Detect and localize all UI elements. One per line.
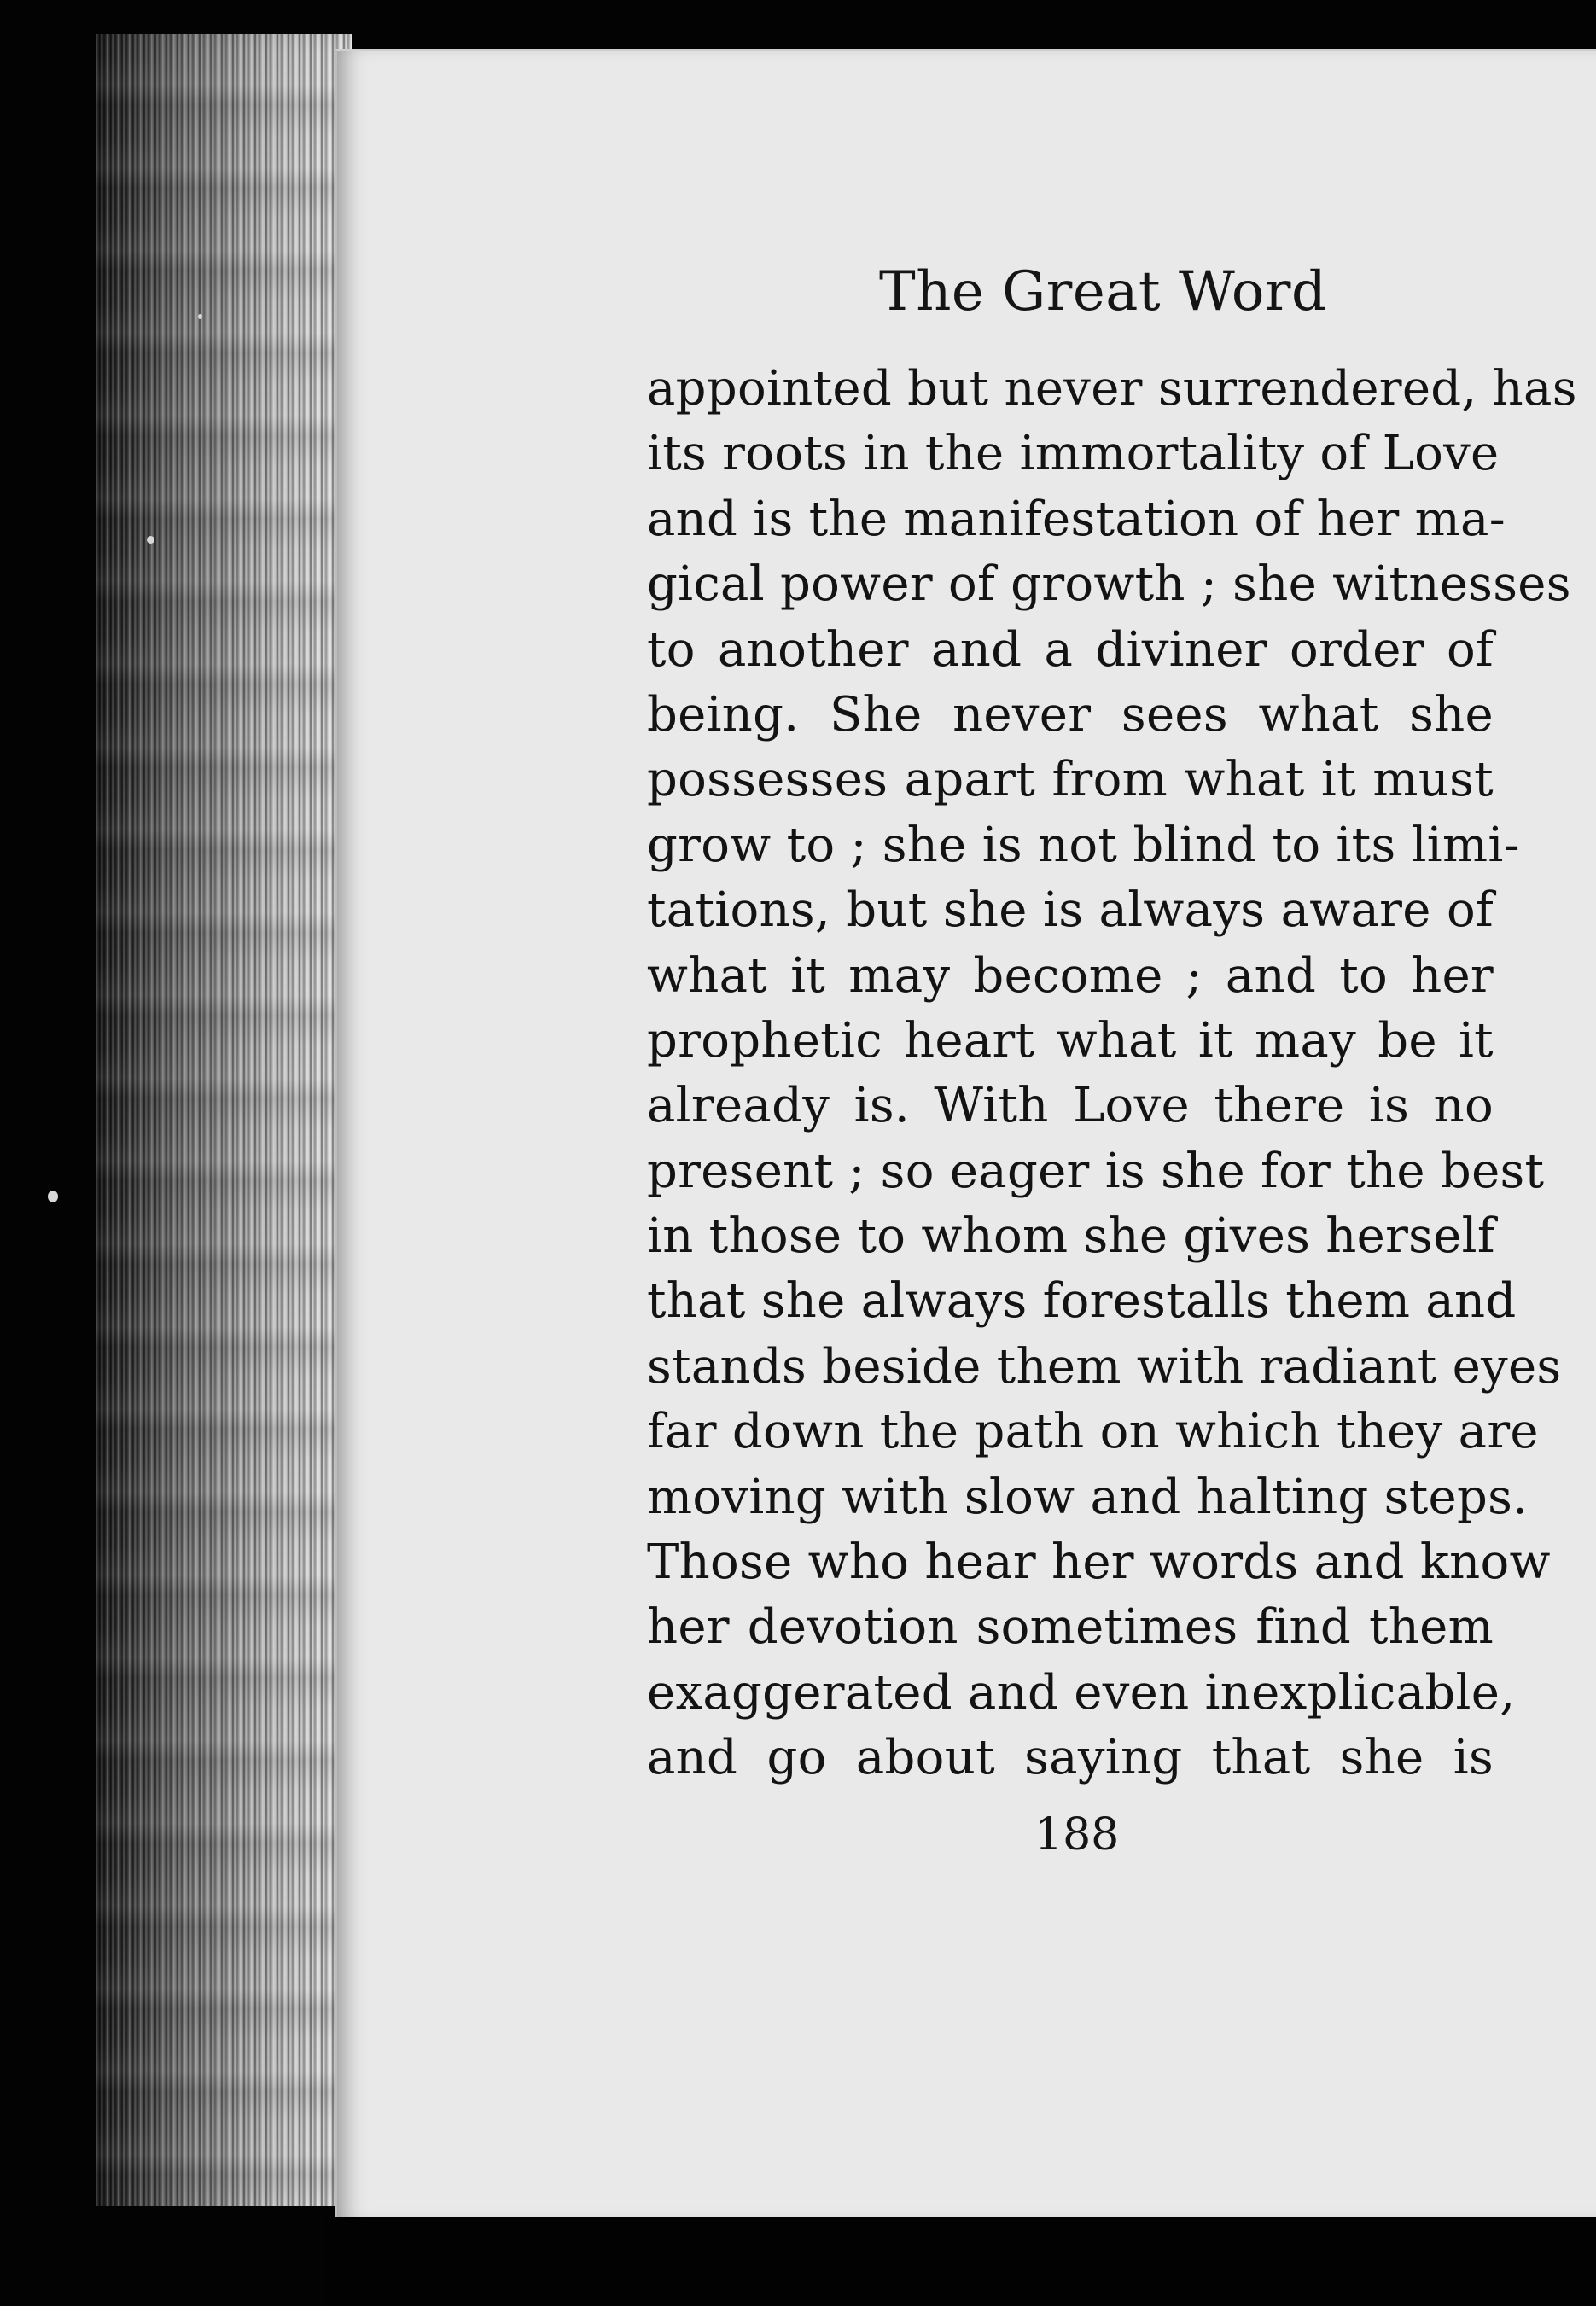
text-line: appointed but never surrendered, has <box>647 361 1577 416</box>
text-line: that she always forestalls them and <box>647 1273 1517 1330</box>
text-line: gical power of growth ; she witnesses <box>647 556 1571 613</box>
text-line: far down the path on which they are <box>647 1404 1539 1460</box>
text-line: tations, but she is always aware of <box>647 882 1494 939</box>
dust-speck <box>48 1191 58 1202</box>
running-head: The Great Word <box>879 260 1327 323</box>
text-line: in those to whom she gives herself <box>647 1208 1495 1265</box>
text-line: Those who hear her words and know <box>647 1534 1551 1591</box>
page-edges <box>96 34 352 2206</box>
text-line: being. She never sees what she <box>647 686 1494 742</box>
page-gutter-rule <box>348 56 350 2207</box>
text-line: what it may become ; and to her <box>647 947 1494 1004</box>
scan-bottom-margin <box>324 2217 1596 2306</box>
text-line: and go about saying that she is <box>647 1730 1494 1786</box>
page-number: 188 <box>1034 1809 1120 1861</box>
text-line: exaggerated and even inexplicable, <box>647 1664 1516 1721</box>
text-line: possesses apart from what it must <box>647 752 1494 808</box>
text-line: moving with slow and halting steps. <box>647 1469 1529 1525</box>
text-line: her devotion sometimes find them <box>647 1599 1494 1656</box>
dust-speck <box>147 536 154 544</box>
dust-speck <box>198 314 202 319</box>
text-line: to another and a diviner order of <box>647 621 1494 678</box>
text-line: grow to ; she is not blind to its limi- <box>647 817 1520 873</box>
text-line: stands beside them with radiant eyes <box>647 1338 1562 1395</box>
text-line: already is. With Love there is no <box>647 1078 1494 1134</box>
text-line: its roots in the immortality of Love <box>647 426 1500 482</box>
body-text <box>647 357 1577 1791</box>
text-line: prophetic heart what it may be it <box>647 1012 1494 1069</box>
text-line: present ; so eager is she for the best <box>647 1143 1545 1199</box>
text-line: and is the manifestation of her ma- <box>647 491 1506 547</box>
